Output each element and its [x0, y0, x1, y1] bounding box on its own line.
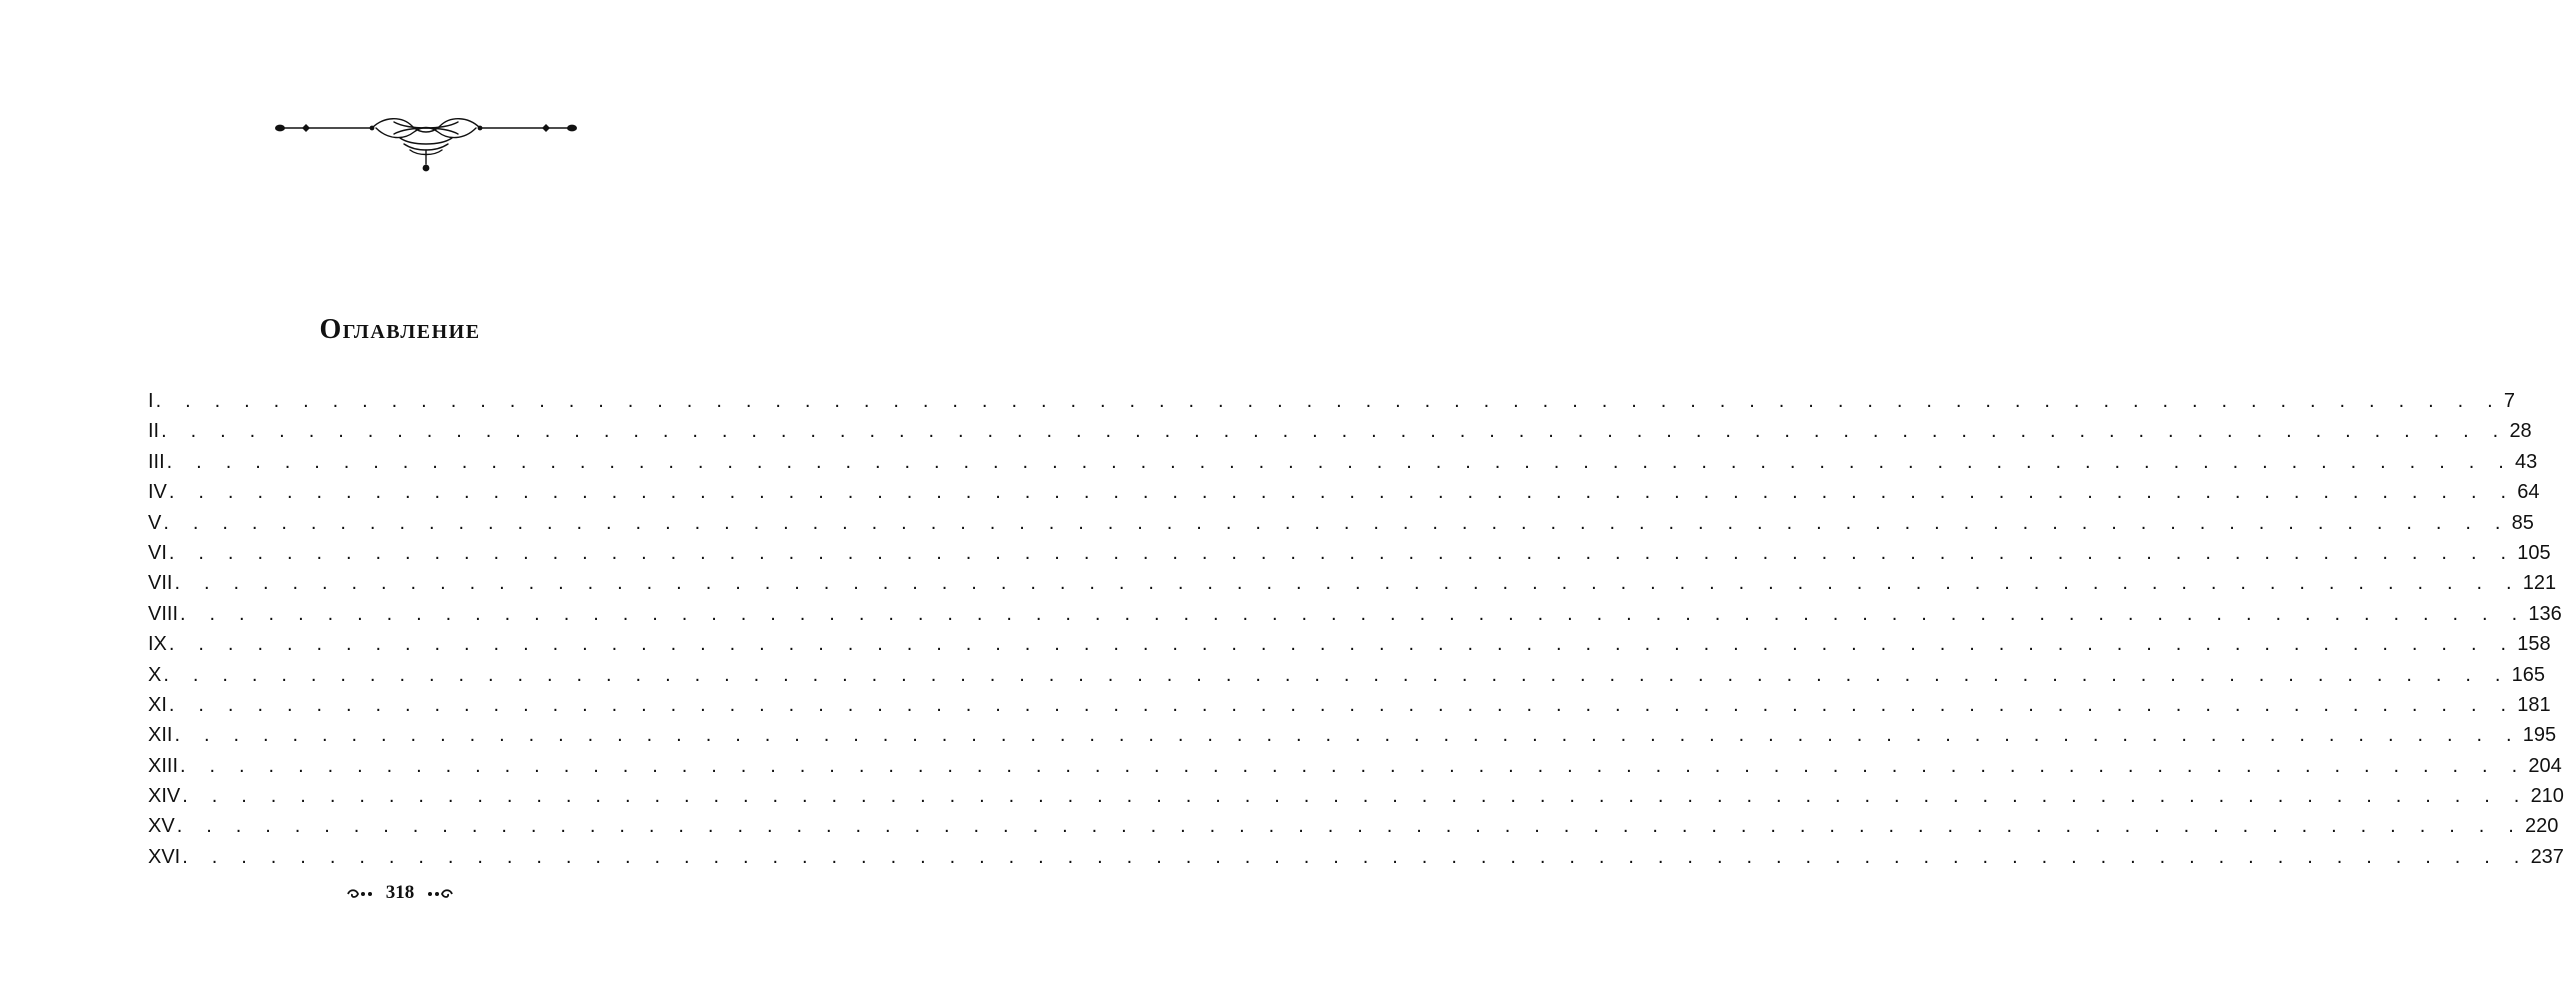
- dot-leader: . . . . . . . . . . . . . . . . . . . . . . . . . . . . . . . . . . . . . . . . . . . . . . . . . . . . . . . . . . . . . . . . . . . . . . . . . . . . . . . .: [155, 390, 2502, 412]
- toc-entry: [148, 629, 2551, 659]
- toc-entry: [148, 690, 2551, 720]
- toc-entry: [148, 538, 2551, 568]
- dot-leader: . . . . . . . . . . . . . . . . . . . . . . . . . . . . . . . . . . . . . . . . . . . . . . . . . . . . . . . . . . . . . . . . . . . . . . . . . . . . . . . .: [180, 754, 2527, 777]
- toc-entry-label: XI: [148, 693, 167, 716]
- toc-entry: [148, 842, 2564, 872]
- toc-entry-label: XVI: [148, 845, 181, 868]
- toc-entry: [148, 447, 2538, 477]
- toc-entry: [148, 811, 2559, 841]
- toc-entry: [148, 660, 2546, 690]
- decorative-flourish-icon: [272, 112, 580, 176]
- folio-flourish-left-icon: [346, 887, 378, 901]
- toc-entry-label: X: [148, 663, 162, 686]
- dot-leader: . . . . . . . . . . . . . . . . . . . . . . . . . . . . . . . . . . . . . . . . . . . . . . . . . . . . . . . . . . . . . . . . . . . . . . . . . . . . . . . .: [176, 815, 2523, 838]
- toc-entry-page: 64: [2517, 481, 2540, 504]
- toc-entry-page: 204: [2528, 754, 2562, 777]
- toc-entry-page: 43: [2514, 450, 2538, 473]
- toc-entry-label: IV: [148, 481, 167, 504]
- dot-leader: . . . . . . . . . . . . . . . . . . . . . . . . . . . . . . . . . . . . . . . . . . . . . . . . . . . . . . . . . . . . . . . . . . . . . . . . . . . . . . . .: [174, 724, 2521, 747]
- dot-leader: . . . . . . . . . . . . . . . . . . . . . . . . . . . . . . . . . . . . . . . . . . . . . . . . . . . . . . . . . . . . . . . . . . . . . . . . . . . . . . . .: [168, 633, 2516, 656]
- toc-entry: [148, 477, 2540, 507]
- toc-entry-page: 195: [2522, 724, 2557, 747]
- toc-entry: [148, 568, 2557, 598]
- toc-entry-page: 210: [2530, 785, 2564, 808]
- toc-entry-label: XIII: [148, 754, 179, 777]
- toc-entry-label: XV: [148, 815, 175, 838]
- toc-entry-label: VIII: [148, 602, 179, 625]
- toc-entry-page: 7: [2503, 390, 2515, 412]
- dot-leader: . . . . . . . . . . . . . . . . . . . . . . . . . . . . . . . . . . . . . . . . . . . . . . . . . . . . . . . . . . . . . . . . . . . . . . . . . . . . . . . .: [182, 845, 2529, 868]
- page-number: 318: [385, 882, 415, 903]
- toc-entry: [148, 781, 2564, 811]
- toc-entry-page: 105: [2517, 541, 2551, 564]
- toc-entry-page: 85: [2511, 511, 2534, 534]
- toc-entry-label: IX: [148, 633, 167, 656]
- toc-entry-label: III: [148, 450, 165, 473]
- dot-leader: . . . . . . . . . . . . . . . . . . . . . . . . . . . . . . . . . . . . . . . . . . . . . . . . . . . . . . . . . . . . . . . . . . . . . . . . . . . . . . . .: [168, 693, 2516, 716]
- toc-entry-page: 136: [2528, 602, 2562, 625]
- toc-entry-page: 220: [2525, 815, 2559, 838]
- table-of-contents: [148, 386, 2564, 872]
- toc-entry-label: V: [148, 511, 162, 534]
- toc-entry-label: XIV: [148, 785, 181, 808]
- toc-entry: [148, 508, 2534, 538]
- page-title: Оглавление: [319, 314, 481, 345]
- toc-entry: [148, 751, 2562, 781]
- toc-entry: [148, 416, 2532, 446]
- toc-entry-page: 158: [2517, 633, 2551, 656]
- dot-leader: . . . . . . . . . . . . . . . . . . . . . . . . . . . . . . . . . . . . . . . . . . . . . . . . . . . . . . . . . . . . . . . . . . . . . . . . . . . . . . . .: [166, 450, 2513, 473]
- toc-entry-label: XII: [148, 724, 173, 747]
- folio-flourish-right-icon: [422, 887, 454, 901]
- toc-entry: [148, 599, 2562, 629]
- dot-leader: . . . . . . . . . . . . . . . . . . . . . . . . . . . . . . . . . . . . . . . . . . . . . . . . . . . . . . . . . . . . . . . . . . . . . . . . . . . . . . . .: [182, 785, 2529, 808]
- dot-leader: . . . . . . . . . . . . . . . . . . . . . . . . . . . . . . . . . . . . . . . . . . . . . . . . . . . . . . . . . . . . . . . . . . . . . . . . . . . . . . . .: [163, 511, 2510, 534]
- dot-leader: . . . . . . . . . . . . . . . . . . . . . . . . . . . . . . . . . . . . . . . . . . . . . . . . . . . . . . . . . . . . . . . . . . . . . . . . . . . . . . . .: [174, 572, 2521, 595]
- toc-entry-page: 121: [2522, 572, 2557, 595]
- toc-entry-label: VII: [148, 572, 173, 595]
- dot-leader: . . . . . . . . . . . . . . . . . . . . . . . . . . . . . . . . . . . . . . . . . . . . . . . . . . . . . . . . . . . . . . . . . . . . . . . . . . . . . . . .: [161, 420, 2508, 443]
- toc-entry-page: 28: [2509, 420, 2532, 443]
- toc-entry-page: 165: [2511, 663, 2546, 686]
- toc-entry-page: 181: [2517, 693, 2551, 716]
- toc-entry-label: II: [148, 420, 160, 443]
- toc-entry-label: I: [148, 390, 154, 412]
- page-number-footer: [0, 882, 800, 904]
- dot-leader: . . . . . . . . . . . . . . . . . . . . . . . . . . . . . . . . . . . . . . . . . . . . . . . . . . . . . . . . . . . . . . . . . . . . . . . . . . . . . . . .: [168, 541, 2516, 564]
- dot-leader: . . . . . . . . . . . . . . . . . . . . . . . . . . . . . . . . . . . . . . . . . . . . . . . . . . . . . . . . . . . . . . . . . . . . . . . . . . . . . . . .: [168, 481, 2516, 504]
- dot-leader: . . . . . . . . . . . . . . . . . . . . . . . . . . . . . . . . . . . . . . . . . . . . . . . . . . . . . . . . . . . . . . . . . . . . . . . . . . . . . . . .: [163, 663, 2510, 686]
- toc-entry: [148, 386, 2515, 416]
- toc-entry-label: VI: [148, 541, 167, 564]
- dot-leader: . . . . . . . . . . . . . . . . . . . . . . . . . . . . . . . . . . . . . . . . . . . . . . . . . . . . . . . . . . . . . . . . . . . . . . . . . . . . . . . .: [180, 602, 2527, 625]
- toc-entry: [148, 720, 2557, 750]
- toc-entry-page: 237: [2530, 845, 2564, 868]
